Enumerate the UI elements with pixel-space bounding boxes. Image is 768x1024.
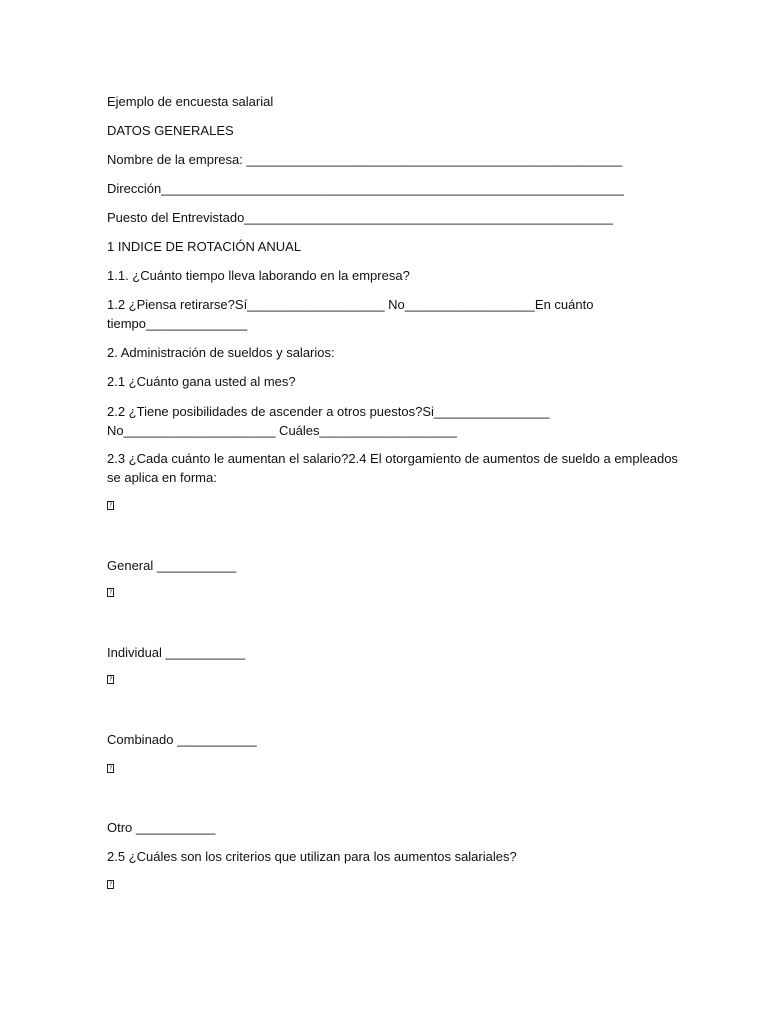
document-title: Ejemplo de encuesta salarial [107,94,274,109]
placeholder-glyph-icon: ? [108,502,113,509]
question-2-1: 2.1 ¿Cuánto gana usted al mes? [107,374,296,389]
question-2-5: 2.5 ¿Cuáles son los criterios que utilizan para los aumentos salariales? [107,849,517,864]
question-2-2-line-2: No_____________________ Cuáles___________________ [107,423,457,438]
placeholder-glyph-icon: ? [108,765,113,772]
question-2-2-line-1: 2.2 ¿Tiene posibilidades de ascender a otros puestos?Si________________ [107,404,550,419]
option-general: General ___________ [107,558,237,573]
option-other: Otro ___________ [107,820,216,835]
option-individual: Individual ___________ [107,645,246,660]
company-name-field: Nombre de la empresa: ____________________________________________________ [107,152,623,167]
address-field: Dirección________________________________________________________________ [107,181,624,196]
section-heading-salaries: 2. Administración de sueldos y salarios: [107,345,335,360]
section-heading-general-data: DATOS GENERALES [107,123,234,138]
placeholder-glyph-icon: ? [108,676,113,683]
placeholder-glyph-icon: ? [108,589,113,596]
question-1-2-line-2: tiempo______________ [107,316,248,331]
placeholder-glyph-icon: ? [108,881,113,888]
interviewee-position-field: Puesto del Entrevistado___________________________________________________ [107,210,614,225]
question-1-2-line-1: 1.2 ¿Piensa retirarse?Sí___________________ No__________________En cuánto [107,297,594,312]
question-2-3-line-2: se aplica en forma: [107,470,217,485]
section-heading-rotation: 1 INDICE DE ROTACIÓN ANUAL [107,239,302,254]
question-1-1: 1.1. ¿Cuánto tiempo lleva laborando en la empresa? [107,268,410,283]
option-combined: Combinado ___________ [107,732,257,747]
question-2-3-line-1: 2.3 ¿Cada cuánto le aumentan el salario?2.4 El otorgamiento de aumentos de sueldo a empleados [107,451,678,466]
